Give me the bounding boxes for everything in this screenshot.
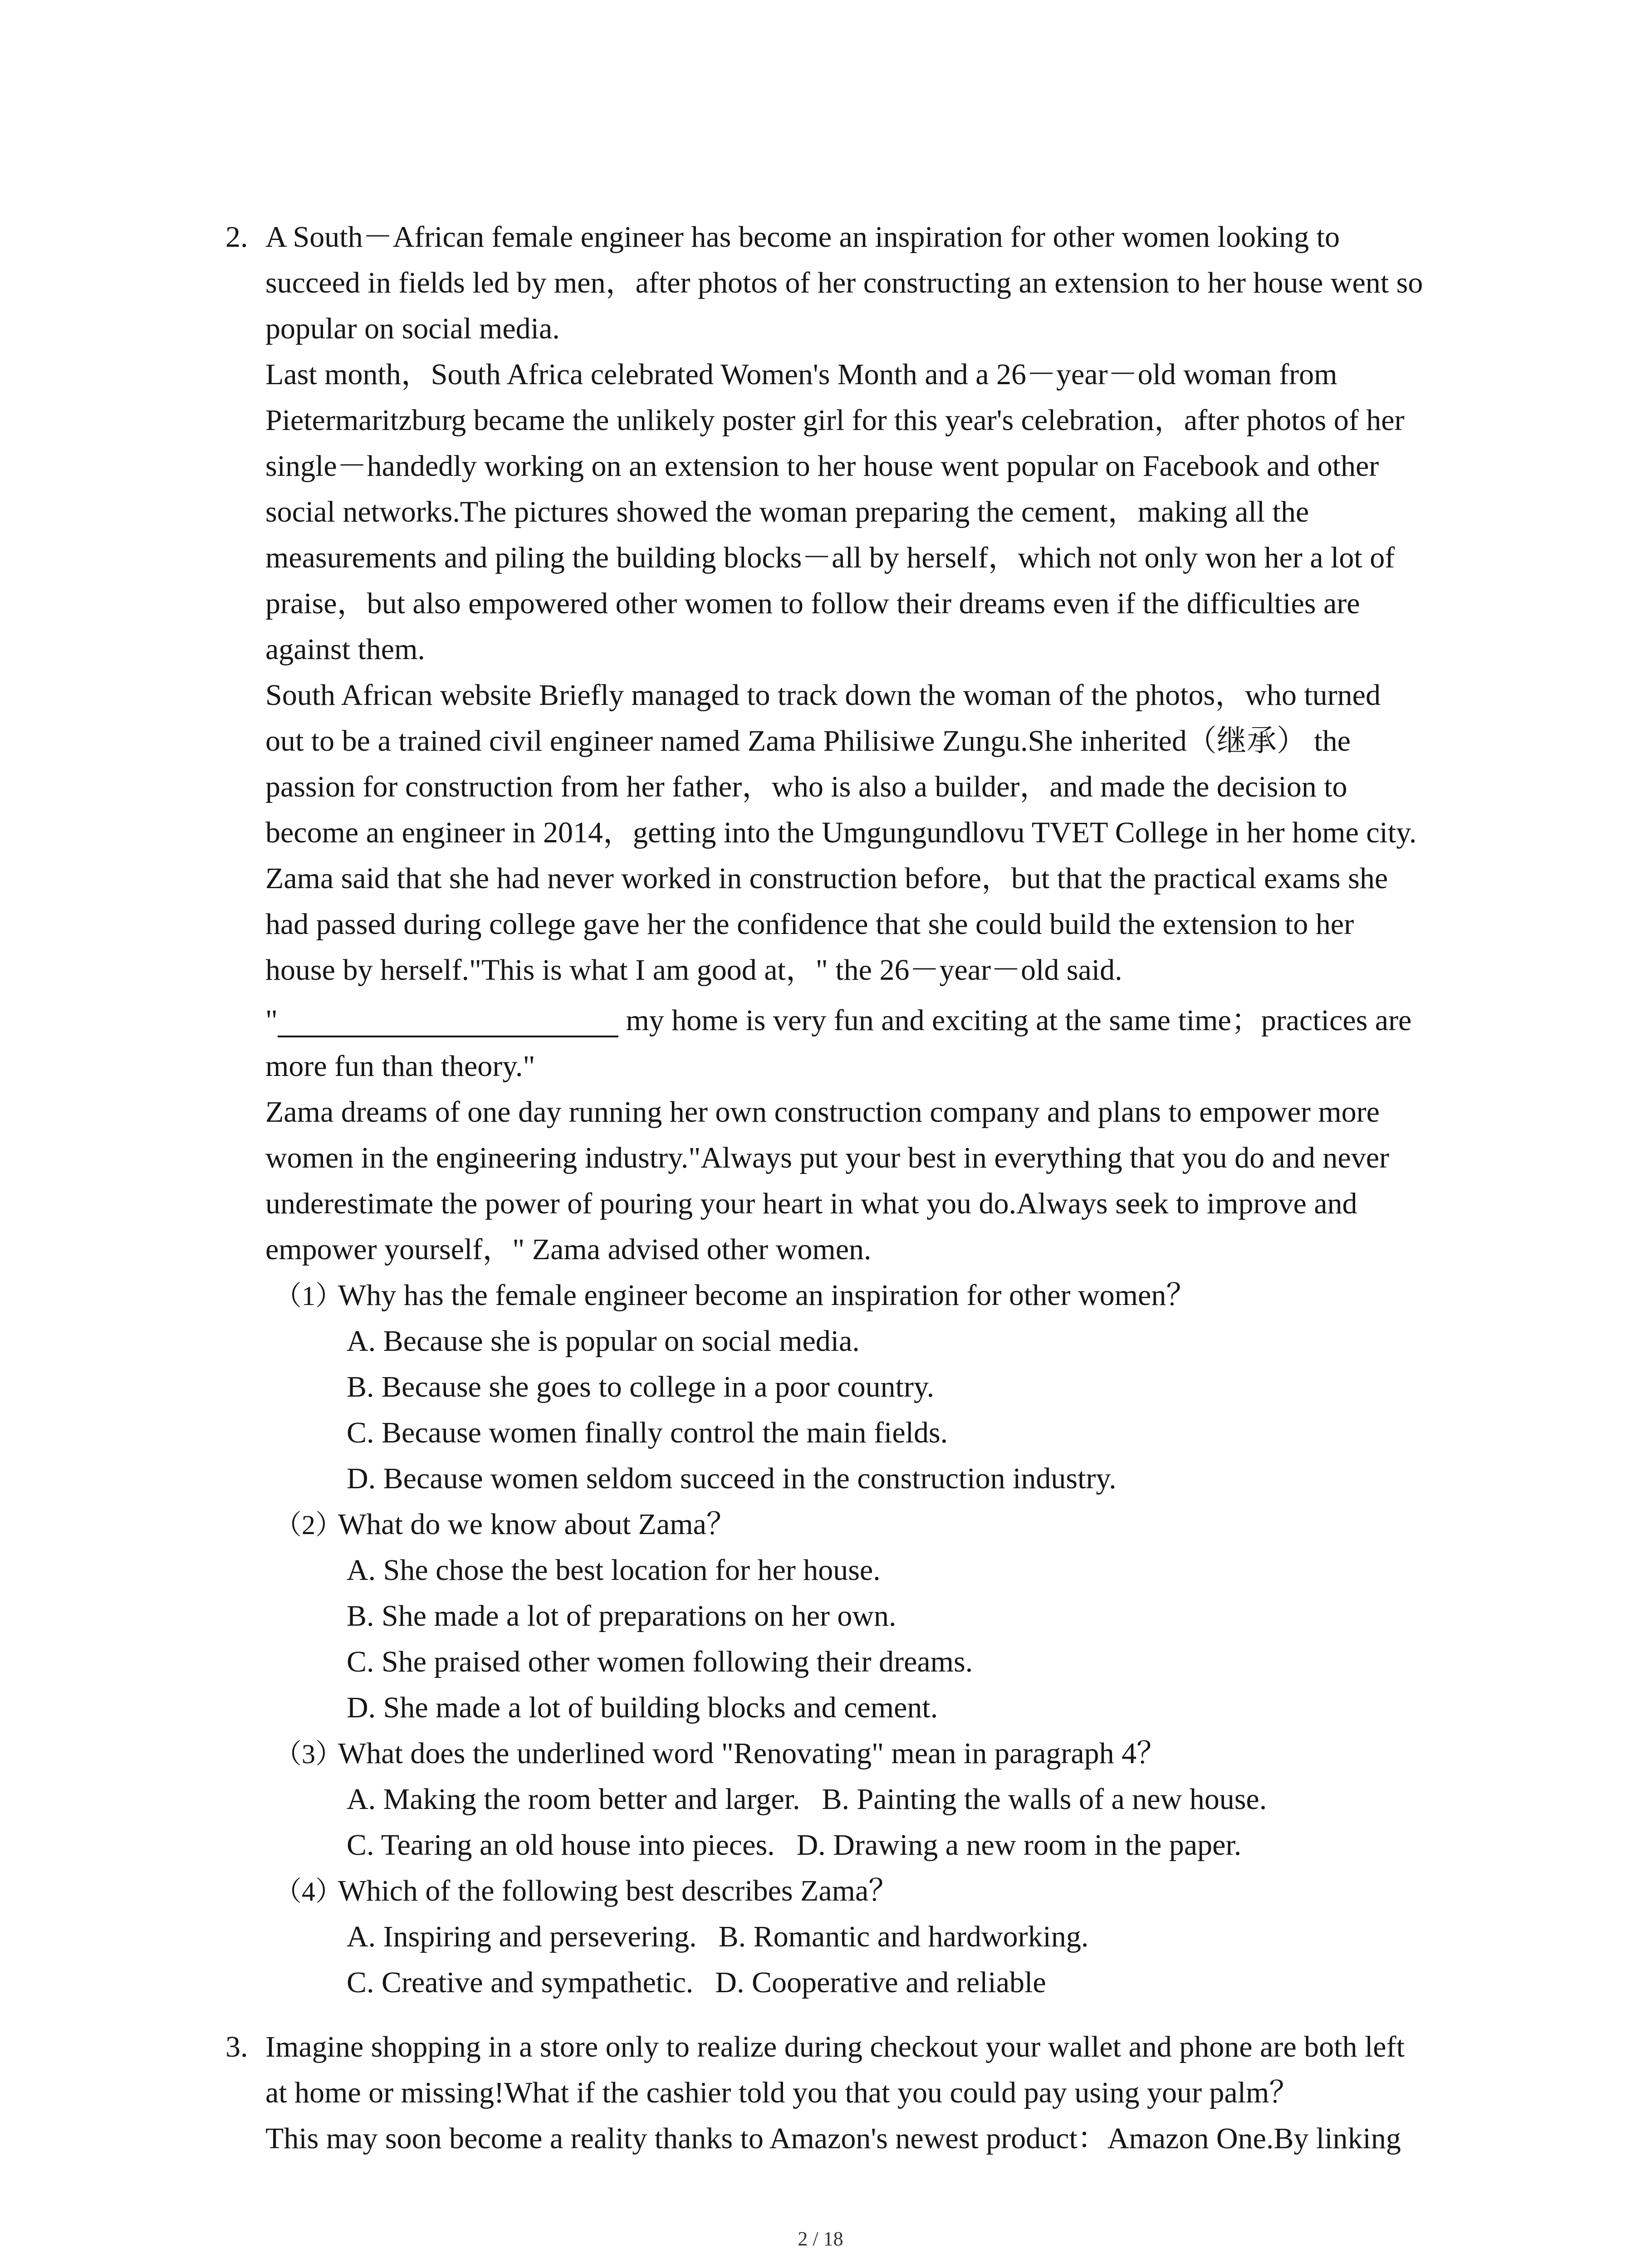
passage-line: at home or missing!What if the cashier told you that you could pay using your palm？ <box>265 2076 1299 2109</box>
sub-question-label: （1） <box>274 1281 343 1311</box>
passage-line: become an engineer in 2014，getting into the Umgungundlovu TVET College in her home city. <box>265 816 1417 849</box>
sub-question-stem: Which of the following best describes Zama？ <box>338 1874 899 1907</box>
passage-line: had passed during college gave her the confidence that she could build the extension to her <box>265 908 1354 941</box>
passage-line: against them. <box>265 633 425 666</box>
passage-line: empower yourself，" Zama advised other women. <box>265 1233 872 1266</box>
question-number: 2. <box>225 220 248 254</box>
answer-option: C. She praised other women following their dreams. <box>347 1645 973 1678</box>
question-number: 3. <box>225 2030 248 2063</box>
passage-line: measurements and piling the building blocks－all by herself，which not only won her a lot of <box>265 541 1395 574</box>
answer-option: D. She made a lot of building blocks and cement. <box>347 1691 938 1724</box>
passage-line: Last month，South Africa celebrated Women's Month and a 26－year－old woman from <box>265 358 1337 391</box>
question-2 <box>0 214 1641 2005</box>
passage-text: A South－African female engineer has become an inspiration for other women looking to <box>265 220 1340 254</box>
answer-option: A. Making the room better and larger. <box>347 1783 800 1816</box>
answer-option: B. Romantic and hardworking. <box>718 1920 1089 1953</box>
answer-option-row <box>0 1960 1641 2005</box>
sub-question-label: （2） <box>274 1510 343 1540</box>
answer-option: B. She made a lot of preparations on her own. <box>347 1599 896 1633</box>
sub-question-label: （4） <box>274 1877 343 1906</box>
passage-line: praise，but also empowered other women to follow their dreams even if the difficulties are <box>265 587 1360 620</box>
passage-line: Zama said that she had never worked in construction before，but that the practical exams she <box>265 862 1388 895</box>
sub-question-4 <box>0 1868 1641 1914</box>
passage-line <box>0 214 1641 260</box>
passage-line: This may soon become a reality thanks to Amazon's newest product：Amazon One.By linking <box>265 2122 1401 2155</box>
passage-text: " <box>265 1004 278 1037</box>
answer-option-row <box>0 1822 1641 1868</box>
passage-line: underestimate the power of pouring your heart in what you do.Always seek to improve and <box>265 1187 1357 1220</box>
passage-line: Zama dreams of one day running her own construction company and plans to empower more <box>265 1095 1380 1129</box>
answer-option: D. Drawing a new room in the paper. <box>796 1828 1242 1862</box>
page-number: 2 / 18 <box>798 2228 843 2250</box>
passage-line: popular on social media. <box>265 312 560 345</box>
answer-option: D. Because women seldom succeed in the construction industry. <box>347 1462 1117 1495</box>
sub-question-3 <box>0 1730 1641 1776</box>
answer-option: C. Tearing an old house into pieces. <box>347 1828 775 1862</box>
answer-option: A. Inspiring and persevering. <box>347 1920 697 1953</box>
passage-line: more fun than theory." <box>265 1050 535 1083</box>
passage-line: house by herself."This is what I am good at，" the 26－year－old said. <box>265 953 1122 987</box>
passage-line: South African website Briefly managed to track down the woman of the photos，who turned <box>265 679 1381 712</box>
answer-blank <box>278 1017 618 1037</box>
passage-line: women in the engineering industry."Always put your best in everything that you do and never <box>265 1141 1389 1174</box>
answer-option: D. Cooperative and reliable <box>715 1966 1046 1999</box>
sub-question-stem: Why has the female engineer become an inspiration for other women？ <box>338 1279 1196 1312</box>
answer-option: C. Because women finally control the main fields. <box>347 1416 948 1449</box>
answer-option: A. Because she is popular on social media. <box>347 1325 860 1358</box>
answer-option: A. She chose the best location for her house. <box>347 1554 881 1587</box>
answer-option: B. Painting the walls of a new house. <box>822 1783 1267 1816</box>
sub-question-1 <box>0 1272 1641 1318</box>
passage-line: out to be a trained civil engineer named Zama Philisiwe Zungu.She inherited（继承） the <box>265 724 1351 758</box>
question-3 <box>0 2024 1641 2161</box>
passage-line: single－handedly working on an extension to her house went popular on Facebook and other <box>265 450 1379 483</box>
passage-line <box>0 2024 1641 2070</box>
sub-question-2 <box>0 1501 1641 1547</box>
passage-line: Pietermaritzburg became the unlikely poster girl for this year's celebration，after photos of her <box>265 404 1405 437</box>
answer-option: C. Creative and sympathetic. <box>347 1966 694 1999</box>
passage-text: my home is very fun and exciting at the same time；practices are <box>618 1004 1412 1037</box>
passage-line: succeed in fields led by men，after photos of her constructing an extension to her house went so <box>265 266 1423 299</box>
passage-text: Imagine shopping in a store only to realize during checkout your wallet and phone are both left <box>265 2030 1405 2063</box>
answer-option-row <box>0 1914 1641 1960</box>
passage-line-with-blank <box>0 997 1641 1043</box>
sub-question-stem: What do we know about Zama？ <box>338 1508 736 1541</box>
sub-question-label: （3） <box>274 1739 343 1769</box>
answer-option: B. Because she goes to college in a poor country. <box>347 1370 935 1403</box>
passage-line: passion for construction from her father，who is also a builder，and made the decision to <box>265 770 1347 803</box>
answer-option-row <box>0 1776 1641 1822</box>
sub-question-stem: What does the underlined word "Renovating" mean in paragraph 4？ <box>338 1737 1167 1770</box>
passage-line: social networks.The pictures showed the woman preparing the cement，making all the <box>265 495 1309 528</box>
